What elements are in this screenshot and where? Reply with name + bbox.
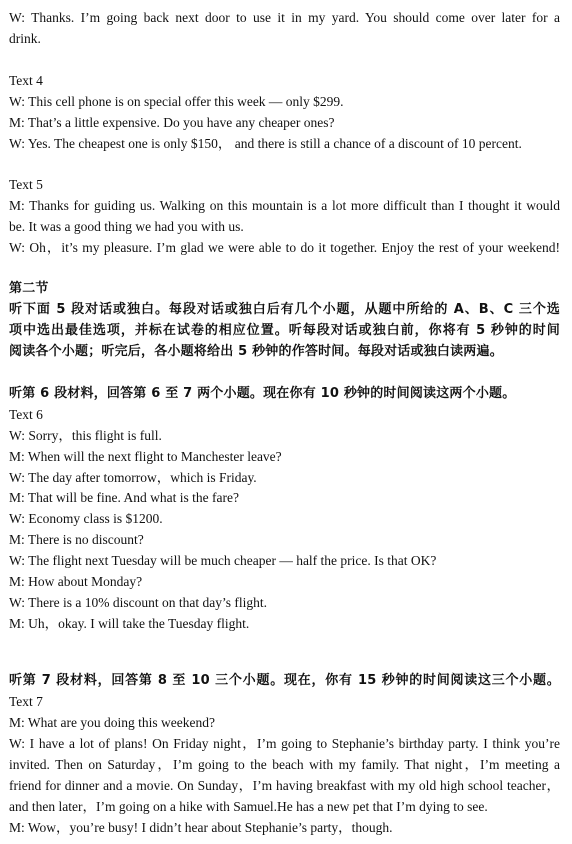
dialogue-line: W: Sorry，this flight is full. xyxy=(9,428,162,443)
dialogue-line: friend for dinner and a movie. On Sunday，I’m having breakfast with my old high school teacher， xyxy=(9,778,560,793)
dialogue-line: W: This cell phone is on special offer this week — only $299. xyxy=(9,94,344,109)
text-heading: Text 6 xyxy=(9,407,43,422)
instruction-line: 听第 7 段材料，回答第 8 至 10 三个小题。现在，你有 15 秒钟的时间阅读这三个小题。 xyxy=(9,673,560,688)
dialogue-line: W: Yes. The cheapest one is only $150， and there is still a chance of a discount of 10 percent. xyxy=(9,136,522,151)
text-heading: Text 5 xyxy=(9,177,43,192)
instruction-line: 听第 6 段材料，回答第 6 至 7 两个小题。现在你有 10 秒钟的时间阅读这两个小题。 xyxy=(9,386,516,401)
dialogue-line: W: The flight next Tuesday will be much cheaper — half the price. Is that OK? xyxy=(9,553,437,568)
dialogue-line: W: Thanks. I’m going back next door to use it in my yard. You should come over later for a xyxy=(9,10,560,25)
dialogue-line: W: The day after tomorrow，which is Friday. xyxy=(9,470,257,485)
dialogue-line: M: That’s a little expensive. Do you have any cheaper ones? xyxy=(9,115,335,130)
instruction-line: 项中选出最佳选项，并标在试卷的相应位置。听每段对话或独白前，你将有 5 秒钟的时间 xyxy=(9,323,560,338)
dialogue-line: W: Economy class is $1200. xyxy=(9,511,163,526)
dialogue-line: M: That will be fine. And what is the fare? xyxy=(9,490,239,505)
instruction-line: 阅读各个小题；听完后，各小题将给出 5 秒钟的作答时间。每段对话或独白读两遍。 xyxy=(9,344,503,359)
dialogue-line: and then later，I’m going on a hike with Samuel.He has a new pet that I’m dying to see. xyxy=(9,799,488,814)
dialogue-line: drink. xyxy=(9,31,41,46)
dialogue-line: W: I have a lot of plans! On Friday night，I’m going to Stephanie’s birthday party. I think you’re xyxy=(9,736,560,751)
dialogue-line: M: There is no discount? xyxy=(9,532,144,547)
dialogue-line: W: There is a 10% discount on that day’s flight. xyxy=(9,595,267,610)
text-heading: Text 4 xyxy=(9,73,43,88)
dialogue-line: M: What are you doing this weekend? xyxy=(9,715,215,730)
dialogue-line: invited. Then on Saturday，I’m going to the beach with my family. That night，I’m meeting a xyxy=(9,757,560,772)
dialogue-line: W: Oh，it’s my pleasure. I’m glad we were able to do it together. Enjoy the rest of your weekend! xyxy=(9,240,560,255)
dialogue-line: M: Wow，you’re busy! I didn’t hear about Stephanie’s party，though. xyxy=(9,820,393,835)
text-heading: Text 7 xyxy=(9,694,43,709)
dialogue-line: be. It was a good thing we had you with us. xyxy=(9,219,244,234)
dialogue-line: M: Uh，okay. I will take the Tuesday flight. xyxy=(9,616,250,631)
instruction-line: 听下面 5 段对话或独白。每段对话或独白后有几个小题，从题中所给的 A、B、C 三个选 xyxy=(9,302,560,317)
dialogue-line: M: How about Monday? xyxy=(9,574,143,589)
dialogue-line: M: Thanks for guiding us. Walking on this mountain is a lot more difficult than I thought it would xyxy=(9,198,560,213)
section-heading: 第二节 xyxy=(9,281,49,296)
dialogue-line: M: When will the next flight to Manchester leave? xyxy=(9,449,282,464)
